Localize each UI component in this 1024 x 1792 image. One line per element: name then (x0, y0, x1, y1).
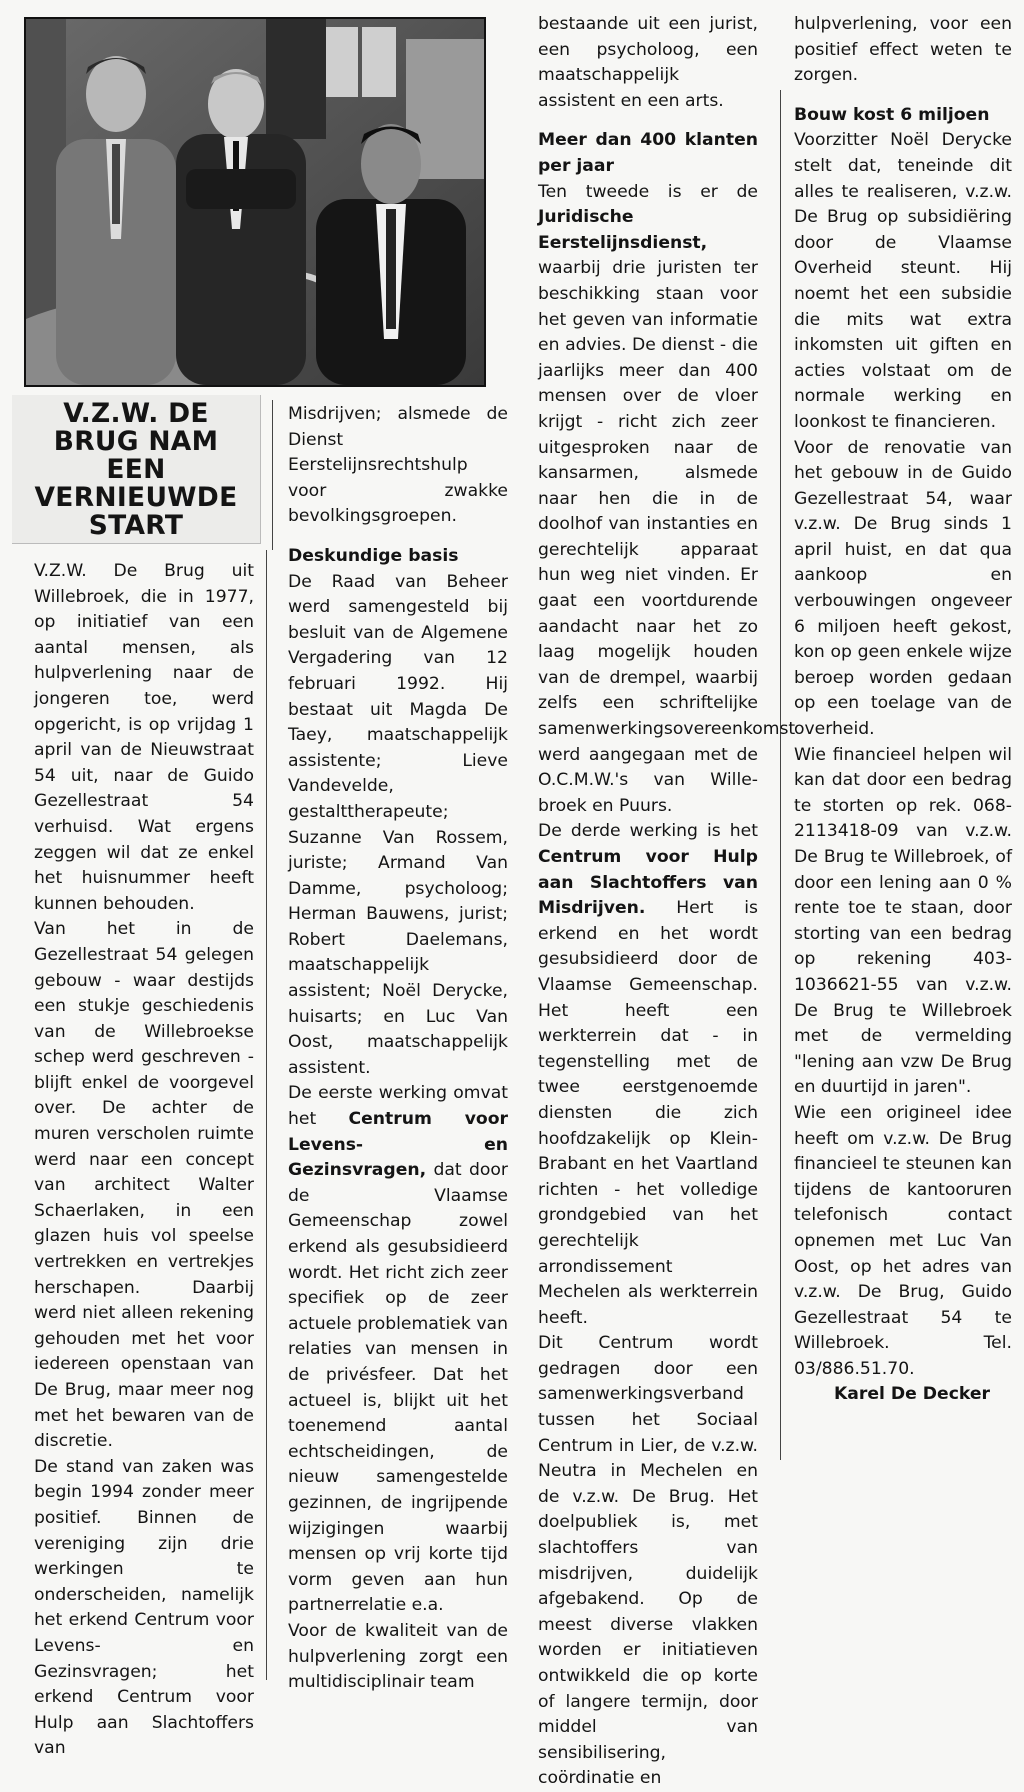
headline-line: V.Z.W. DE (63, 398, 209, 429)
column-rule (266, 550, 267, 1680)
paragraph: bestaande uit een jurist, een psycholoog, een maatschappelijk assistent en een arts. (538, 14, 758, 111)
paragraph: Voor de renovatie van het gebouw in de Guido Gezellestraat 54, waar v.z.w. De Brug sinds 1 april huist, en dat qua aankoop en verbouwingen ongeveer 6 miljoen heeft gekost, kon op geen enkele wijze beroep worden gedaan op een toelage van de overheid. (794, 437, 1012, 740)
article-headline (14, 400, 258, 540)
paragraph: De stand van zaken was begin 1994 zonder meer positief. Binnen de vereniging zijn drie werkingen te onderscheiden, namelijk het erkend Centrum voor Levens- en Gezinsvragen; het erkend Centrum voor Hulp aan Slachtoffers van (34, 1456, 254, 1759)
news-photo (24, 17, 486, 387)
paragraph: Dit Centrum wordt gedragen door een samenwerkingsverband tussen het Sociaal Centrum in Lier, de v.z.w. Neutra in Mechelen en de v.z.w. De Brug. Het doelpubliek is, met slachtoffers van misdrijven, duidelijk afgebakend. Op de meest diverse vlakken worden er initiatieven ontwikkeld die op korte of langere termijn, door middel van sensibilisering, coördinatie en (538, 1333, 758, 1789)
paragraph: De derde werking is het Centrum voor Hulp aan Slachtoffers van Misdrijven. Hert is erkend en het wordt gesubsidieerd door de Vlaamse Gemeenschap. Het heeft een werkterrein dat - in tegenstelling met de twee eerstgenoemde diensten die zich hoofdzakelijk op Klein-Brabant en het Vaartland richten - het volledige grondgebied van het gerechtelijk arrondissement Mechelen als werkterrein heeft. (538, 821, 758, 1328)
headline-line: BRUG NAM (53, 426, 219, 457)
paragraph: hulpverlening, voor een positief effect weten te zorgen. (794, 14, 1012, 86)
subheading: Deskundige basis (288, 545, 459, 566)
paragraph: Ten tweede is er de Juridische Eerstelijnsdienst, waarbij drie juristen ter beschikking staan voor het geven van informatie en advies. De dienst - die jaarlijks meer dan 400 mensen over de vloer krijgt - richt zich zeer uitgesproken naar de kansarmen, alsmede naar hen die in de doolhof van instanties en gerechtelijk apparaat hun weg niet vinden. Er gaat een voortdurende aandacht naar het zo laag mogelijk houden van de drempel, waarbij zelfs een schriftelijke samenwerkingsovereenkomst werd aangegaan met de O.C.M.W.'s van Wille-broek en Puurs. (538, 181, 796, 816)
paragraph: Wie een origineel idee heeft om v.z.w. De Brug financieel te steunen kan tijdens de kantooruren telefonisch contact opnemen met Luc Van Oost, op het adres van v.z.w. De Brug, Guido Gezellestraat 54 te Willebroek. Tel. 03/886.51.70. (794, 1102, 1012, 1379)
headline-line: START (88, 510, 184, 541)
subheading: Bouw kost 6 miljoen (794, 104, 990, 125)
paragraph: De eerste werking omvat het Centrum voor Levens- en Gezinsvragen, dat door de Vlaamse Gemeenschap zowel erkend als gesubsidieerd wordt. Het richt zich zeer specifiek op de zeer actuele problematiek van relaties van mensen in de privésfeer. Dat het actueel is, blijkt uit het toenemend aantal echtscheidingen, de nieuw samengestelde gezinnen, de ingrijpende wijzigingen waarbij mensen op vrij korte tijd vorm geven aan hun partnerrelatie e.a. (288, 1083, 509, 1616)
paragraph: Misdrijven; alsmede de Dienst Eerstelijnsrechtshulp voor zwakke bevolkingsgroepen. (288, 404, 508, 527)
photo-three-men (26, 19, 484, 385)
paragraph: Van het in de Gezellestraat 54 gelegen gebouw - waar destijds een stukje geschiedenis van de Willebroekse schep werd geschreven - blijft enkel de voorgevel over. De achter de muren verscholen ruimte werd naar een concept van architect Walter Schaerlaken, in een glazen huis vol speelse vertrekken en vertrekjes herschapen. Daarbij werd niet alleen rekening gehouden met het voor iedereen openstaan van De Brug, maar meer nog met het bewaren van de discretie. (34, 919, 254, 1452)
paragraph: V.Z.W. De Brug uit Willebroek, die in 1977, op initiatief van een aantal mensen, als hulpverlening naar de jongeren toe, werd opgericht, is op vrijdag 1 april van de Nieuwstraat 54 uit, naar de Guido Gezellestraat 54 verhuisd. Wat ergens zeggen wil dat ze enkel het huisnummer heeft kunnen behouden. (34, 561, 254, 914)
paragraph: Voorzitter Noël Derycke stelt dat, teneinde dit alles te realiseren, v.z.w. De Brug op subsidiëring door de Vlaamse Overheid steunt. Hij noemt het een subsidie die mits wat extra inkomsten uit giften en acties volstaat om de normale werking en loonkost te financieren. (794, 130, 1012, 432)
column-1 (34, 559, 254, 1762)
author-byline: Karel De Decker (833, 1384, 990, 1405)
headline-line: EEN (106, 454, 166, 485)
column-2 (288, 402, 508, 1696)
paragraph: Voor de kwaliteit van de hulpverlening zorgt een multidisciplinair team (288, 1620, 508, 1693)
column-4 (794, 12, 1012, 1408)
subheading: Meer dan 400 klanten per jaar (538, 130, 758, 176)
column-rule (780, 90, 781, 1460)
column-rule (272, 400, 273, 550)
paragraph: Wie financieel helpen wil kan dat door een bedrag te storten op rek. 068-2113418-09 van v.z.w. De Brug te Willebroek, of door een lening aan 0 % rente toe te staan, door storting van een bedrag op rekening 403-1036621-55 van v.z.w. De Brug te Willebroek met de vermelding "lening aan vzw De Brug en duurtijd in jaren". (794, 744, 1012, 1098)
paragraph: De Raad van Beheer werd samengesteld bij besluit van de Algemene Vergadering van 12 februari 1992. Hij bestaat uit Magda De Taey, maatschappelijk assistente; Lieve Vandevelde, gestalttherapeute; Suzanne Van Rossem, juriste; Armand Van Damme, psycholoog; Herman Bauwens, jurist; Robert Daelemans, maatschappelijk assistent; Noël Derycke, huisarts; en Luc Van Oost, maatschappelijk assistent. (288, 571, 508, 1078)
headline-line: VERNIEUWDE (34, 482, 238, 513)
column-3 (538, 12, 796, 1792)
